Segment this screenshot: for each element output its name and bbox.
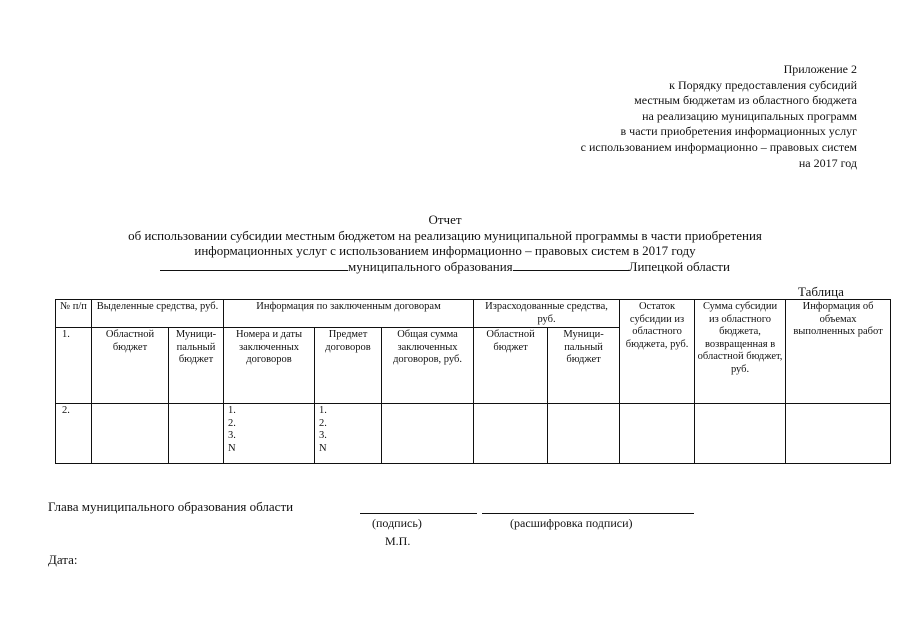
report-title-line2: информационных услуг с использованием информационно – правовых систем в 2017 году [194,243,696,258]
header-allocated: Выделенные средства, руб. [92,300,224,328]
list-item: 1. [228,405,236,416]
list-item: 3. [319,430,327,441]
cell-empty [786,404,891,464]
subheader-contract-total: Общая сумма заключенных договоров, руб. [382,328,474,404]
table-header-row [56,300,891,328]
cell-empty [169,404,224,464]
list-item: N [228,442,236,454]
region-text: Липецкой области [628,258,730,274]
appendix-line: на реализацию муниципальных программ [642,108,857,123]
cell-empty [474,404,548,464]
appendix-line: на 2017 год [798,155,857,170]
cell-empty [548,404,620,464]
appendix-line: к Порядку предоставления субсидий [669,77,857,92]
stamp-label: М.П. [385,534,411,548]
list-item: 1. [319,405,327,416]
appendix-line: в части приобретения информационных услуг [620,124,857,139]
decode-caption: (расшифровка подписи) [510,516,633,530]
signature-decode-line [482,513,694,514]
row-num-2: 2. [56,404,92,464]
cell-empty [382,404,474,464]
report-title [55,212,835,274]
report-table [55,299,891,464]
appendix-block [581,62,857,171]
subheader-contract-subject: Предмет договоров [315,328,382,404]
header-contracts-info: Информация по заключенным договорам [224,300,474,328]
report-title-line1: об использовании субсидии местным бюджетом на реализацию муниципальной программы в части приобретения [128,227,762,243]
appendix-line: с использованием информационно – правовых систем [580,139,857,154]
table-label: Таблица [798,284,844,299]
subheader-spent-regional: Областной бюджет [474,328,548,404]
signature-caption: (подпись) [372,516,422,530]
cell-empty [695,404,786,464]
list-item: N [319,442,327,454]
contract-subject-list [315,404,382,464]
municipality-blank [160,259,348,271]
list-item: 3. [228,430,236,441]
date-label: Дата: [48,552,78,567]
header-balance: Остаток субсидии из областного бюджета, руб. [620,300,695,404]
municipality-name-blank [513,259,629,271]
header-works-info: Информация об объемах выполненных работ [786,300,891,404]
subheader-spent-municipal: Муници-пальный бюджет [548,328,620,404]
report-title-line3 [55,259,835,275]
appendix-line: Приложение 2 [783,62,857,76]
signature-line [360,513,477,514]
list-item: 2. [228,417,236,429]
appendix-line: местным бюджетам из областного бюджета [634,93,857,108]
header-returned: Сумма субсидии из областного бюджета, возвращенная в областной бюджет, руб. [695,300,786,404]
head-signature-label: Глава муниципального образования области [48,499,294,514]
header-spent: Израсходованные средства, руб. [474,300,620,328]
table-row [56,404,891,464]
municipality-text: муниципального образования [348,258,513,274]
subheader-contract-numbers: Номера и даты заключенных договоров [224,328,315,404]
header-num: № п/п [56,300,92,328]
contract-numbers-list [224,404,315,464]
subheader-regional-budget: Областной бюджет [92,328,169,404]
cell-empty [620,404,695,464]
cell-empty [92,404,169,464]
subheader-municipal-budget: Муници-пальный бюджет [169,328,224,404]
report-heading: Отчет [428,212,462,227]
row-num-1: 1. [56,328,92,404]
list-item: 2. [319,417,327,429]
